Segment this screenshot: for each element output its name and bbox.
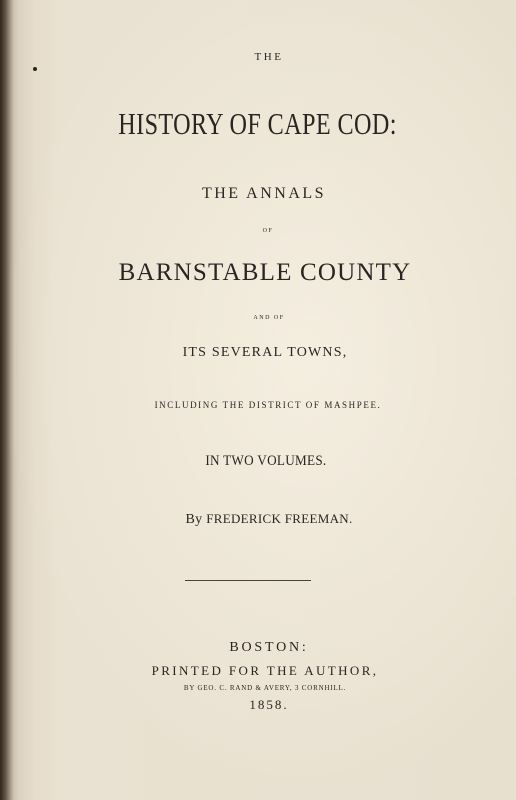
subtitle-annals: THE ANNALS (201, 185, 327, 202)
volumes-line: IN TWO VOLUMES. (205, 453, 327, 469)
imprint-city: BOSTON: (229, 640, 309, 655)
author-prefix: By (185, 512, 203, 527)
ink-speck (33, 67, 37, 71)
main-title: HISTORY OF CAPE COD: (118, 106, 397, 141)
author-name: FREDERICK FREEMAN. (206, 511, 353, 526)
imprint-year: 1858. (249, 697, 289, 712)
towns-line: ITS SEVERAL TOWNS, (182, 345, 348, 360)
imprint-printed-for: PRINTED FOR THE AUTHOR, (151, 663, 379, 678)
author-line (0, 511, 516, 528)
imprint-publisher: BY GEO. C. RAND & AVERY, 3 CORNHILL. (183, 684, 347, 692)
divider-rule (185, 580, 311, 581)
connector-and-of: AND OF (253, 315, 285, 321)
connector-of: OF (262, 228, 274, 234)
mashpee-line: INCLUDING THE DISTRICT OF MASHPEE. (154, 400, 382, 410)
title-the: THE (254, 51, 284, 63)
county-title: BARNSTABLE COUNTY (118, 259, 412, 286)
